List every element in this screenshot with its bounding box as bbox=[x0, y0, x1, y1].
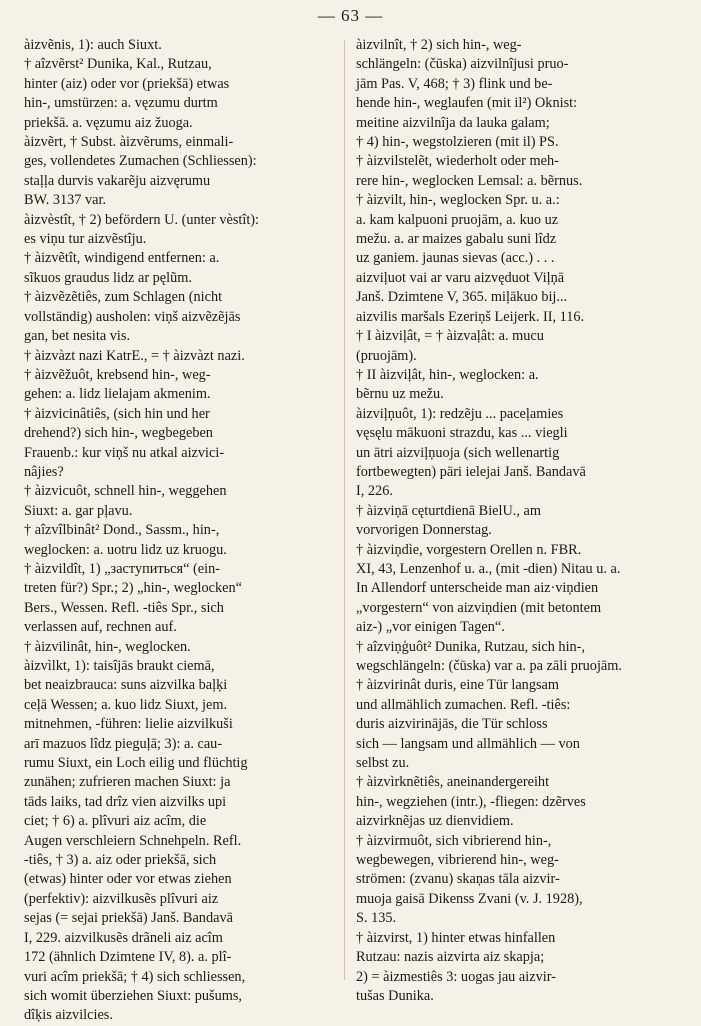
dictionary-entry: † àizvicuôt, schnell hin-, weggehen Siuxt: a. gar pļavu. bbox=[24, 483, 227, 519]
dictionary-entry: † àizviņdìe, vorgestern Orellen n. FBR. XI, 43, Lenzenhof u. a., (mit -dien) Nitau u. a. In Allendorf unterscheide man aiz·viņdien „vorgestern“ von aizviņdien (mit betontem aiz-) „vor einigen Tagen“. bbox=[356, 541, 621, 636]
dictionary-entry: † àizvẽzẽtiês, zum Schlagen (nicht vollständig) ausholen: viņš aizvẽzẽjās gan, bet nesita vis. bbox=[24, 289, 241, 345]
page-number: — 63 — bbox=[317, 6, 384, 25]
dictionary-entry: † àizviņā cęturtdienā BielU., am vorvorigen Donnerstag. bbox=[356, 502, 541, 539]
dictionary-entry: † àizvilt, hin-, weglocken Spr. u. a.: a. kam kalpuoni pruojām, a. kuo uz mežu. a. ar maizes gabalu suni lîdz uz ganiem. jaunas sievas (acc.) . . . aizviļuot vai ar varu aizvęduot Viļņā Janš. Dzimtene V, 365. miļākuo bij... aizvilis maršals Ezeriņš Leijerk. II, 116. bbox=[356, 192, 585, 325]
dictionary-entry: † àizvilstelẽt, wiederholt oder meh- rere hin-, weglocken Lemsal: a. bẽrnus. bbox=[356, 153, 583, 189]
dictionary-entry: àizvẽnis, 1): auch Siuxt. bbox=[24, 37, 162, 53]
left-column bbox=[24, 36, 346, 1026]
dictionary-entry: † aîzvîlbinât² Dond., Sassm., hin-, weglocken: a. uotru lidz uz kruogu. bbox=[24, 522, 227, 558]
right-column bbox=[356, 36, 678, 1006]
dictionary-entry: † àizvilinât, hin-, weglocken. bbox=[24, 638, 191, 655]
column-divider bbox=[344, 40, 345, 980]
dictionary-entry: àizvìlkt, 1): taisîjās braukt ciemā, bet neaizbrauca: suns aizvilka baļķi ceļā Wessen; a. kuo lidz Siuxt, jem. mitnehmen, -führen: lielie aizvilkuši arī mazuos lîdz pieguļā; 3): a. cau- rumu Siuxt, ein Loch eilig und flüchtig zunähen; zufrieren machen Siuxt: ja tāds laiks, tad drîz vien aizvilks upi ciet; † 6) a. plîvuri aiz acîm, die Augen verschleiern Schnehpeln. Refl. -tiês, † 3) a. aiz oder priekšā, sich (etwas) hinter oder vor etwas ziehen (perfektiv): aizvilkusẽs plîvuri aiz sejas (= sejai priekšā) Janš. Bandavā I, 229. aizvilkusẽs drãneli aiz acîm 172 (ähnlich Dzimtene IV, 8). a. plî- vuri acîm priekšā; † 4) sich schliessen, sich womit überziehen Siuxt: pušums, dîķis aizvilcies. bbox=[24, 658, 248, 1024]
dictionary-entry: † aîzvẽrst² Dunika, Kal., Rutzau, hinter (aiz) oder vor (priekšā) etwas hin-, umstürzen: a. vęzumu durtm priekšā. a. vęzumu aiz žuoga. bbox=[24, 56, 230, 131]
dictionary-entry: àizvilnît, † 2) sich hin-, weg- schlängeln: (čūska) aizvilnîjusi pruo- jām Pas. V, 468; † 3) flink und be- hende hin-, weglaufen (mit il²) Oknist: meitine aizvilnîja da lauka galam; † 4) hin-, wegstolzieren (mit il) PS. bbox=[356, 37, 578, 151]
dictionary-entry: † àizvẽtît, windigend entfernen: a. sĩkuos graudus lidz ar pęlũm. bbox=[24, 250, 220, 286]
dictionary-entry: † àizvirmuôt, sich vibrierend hin-, wegbewegen, vibrierend hin-, weg- strömen: (zvanu) skaņas tāla aizvir- muoja gaisā Dikenss Zvani (v. J. 1928), S. 135. bbox=[356, 832, 583, 927]
dictionary-entry: † àizvàzt nazi KatrE., = † àizvàzt nazi. bbox=[24, 347, 245, 364]
dictionary-entry: † àizvirinât duris, eine Tür langsam und allmählich zumachen. Refl. -tiês: duris aizvirinājās, die Tür schloss sich — langsam und allmählich — von selbst zu. bbox=[356, 677, 580, 772]
dictionary-entry: † àizvicinâtiês, (sich hin und her drehend?) sich hin-, wegbegeben Frauenb.: kur viņš nu atkal aizvici- nâjies? bbox=[24, 405, 225, 480]
dictionary-entry: † aîzviņģuôt² Dunika, Rutzau, sich hin-, wegschlängeln: (čūska) var a. pa zāli pruojām. bbox=[356, 638, 622, 674]
dictionary-entry: àizvẽrt, † Subst. àizvẽrums, einmali- ges, vollendetes Zumachen (Schliessen): staļļa durvis vakarẽju aizvęrumu BW. 3137 var. bbox=[24, 134, 257, 209]
dictionary-entry: † àizvẽžuôt, krebsend hin-, weg- gehen: a. lidz lielajam akmenim. bbox=[24, 366, 211, 403]
dictionary-entry: † I àizviļât, = † àizvaļât: a. mucu (pruojām). bbox=[356, 328, 544, 364]
dictionary-entry: àizviļņuôt, 1): redzẽju ... paceļamies vęsęlu mākuoni strazdu, kas ... viegli un ātri aizviļņuoja (sich wellenartig fortbewegten) pāri ielejai Janš. Bandavā I, 226. bbox=[356, 405, 586, 500]
dictionary-entry: àizvèstît, † 2) befördern U. (unter vèstît): es viņu tur aizvẽstîju. bbox=[24, 211, 260, 248]
dictionary-entry: † àizvìrknẽtiês, aneinandergereiht hin-, wegziehen (intr.), -fliegen: dzẽrves aizvirknẽjas uz dienvidiem. bbox=[356, 774, 586, 830]
dictionary-entry: † àizvildît, 1) „заступиться“ (ein- treten für?) Spr.; 2) „hin-, weglocken“ Bers., Wessen. Refl. -tiês Spr., sich verlassen auf, rechnen auf. bbox=[24, 560, 242, 636]
dictionary-entry: † II àizviļât, hin-, weglocken: a. bẽrnu uz mežu. bbox=[356, 366, 539, 403]
dictionary-entry: † àizvirst, 1) hinter etwas hinfallen Rutzau: nazis aizvirta aiz skapja; 2) = àizmestiês 3: uogas jau aizvir- tušas Dunika. bbox=[356, 929, 556, 1004]
